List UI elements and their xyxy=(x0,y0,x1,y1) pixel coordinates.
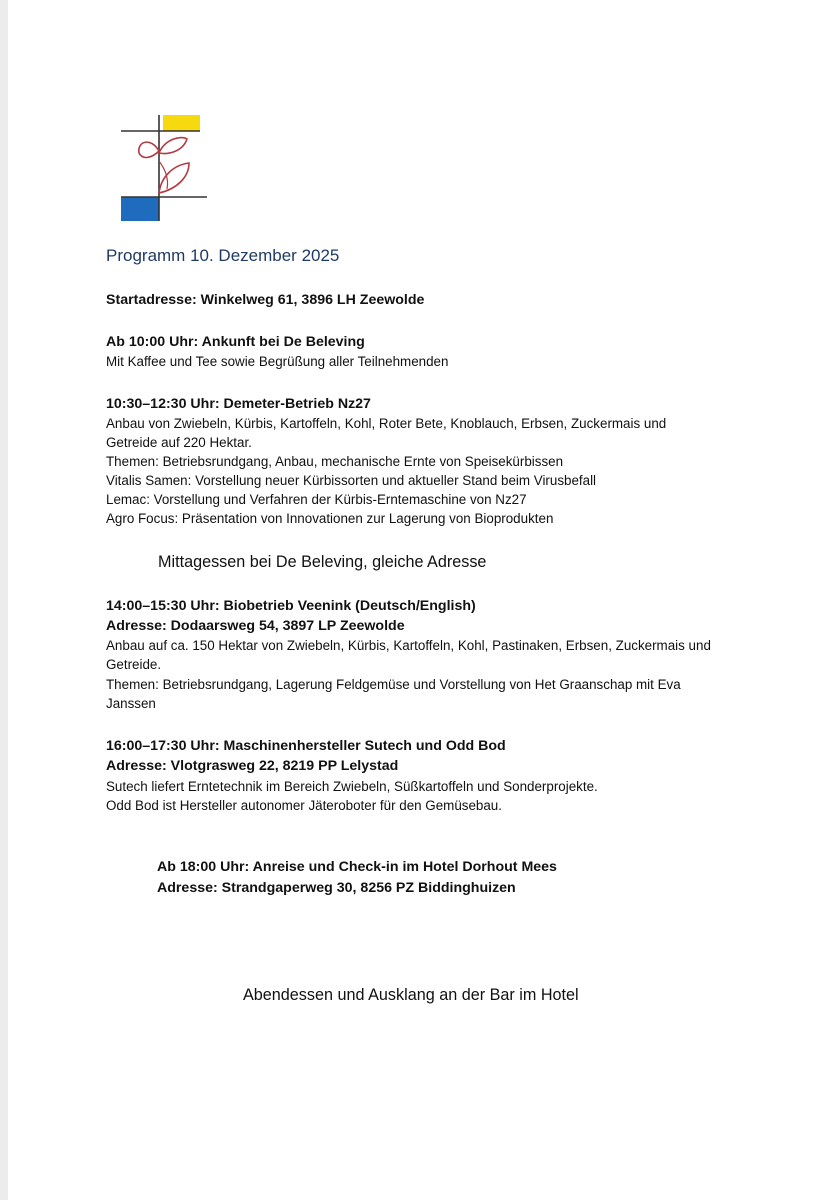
logo-yellow-square xyxy=(163,115,200,131)
veenink-address: Adresse: Dodaarsweg 54, 3897 LP Zeewolde xyxy=(106,618,405,634)
organization-logo xyxy=(121,115,211,221)
sutech-text-1: Sutech liefert Erntetechnik im Bereich Zwiebeln, Süßkartoffeln und Sonderprojekte. xyxy=(106,779,598,794)
demeter-text-3: Themen: Betriebsrundgang, Anbau, mechanische Ernte von Speisekürbissen xyxy=(106,454,564,469)
veenink-text-2: Getreide. xyxy=(106,657,162,672)
start-address: Startadresse: Winkelweg 61, 3896 LH Zeewolde xyxy=(106,292,425,308)
demeter-text-4: Vitalis Samen: Vorstellung neuer Kürbissorten und aktueller Stand beim Virusbefall xyxy=(106,473,597,488)
demeter-heading: 10:30–12:30 Uhr: Demeter-Betrieb Nz27 xyxy=(106,396,371,412)
veenink-text-4: Janssen xyxy=(106,696,156,711)
lunch-note: Mittagessen bei De Beleving, gleiche Adresse xyxy=(158,553,487,571)
logo-blue-square xyxy=(121,197,159,221)
page-title: Programm 10. Dezember 2025 xyxy=(106,246,340,265)
logo-leaf-right-upper xyxy=(159,138,187,154)
demeter-text-2: Getreide auf 220 Hektar. xyxy=(106,435,252,450)
veenink-heading: 14:00–15:30 Uhr: Biobetrieb Veenink (Deutsch/English) xyxy=(106,598,476,614)
hotel-heading: Ab 18:00 Uhr: Anreise und Check-in im Hotel Dorhout Mees xyxy=(157,859,557,875)
arrival-heading: Ab 10:00 Uhr: Ankunft bei De Beleving xyxy=(106,334,365,350)
demeter-text-1: Anbau von Zwiebeln, Kürbis, Kartoffeln, Kohl, Roter Bete, Knoblauch, Erbsen, Zuckermais und xyxy=(106,416,667,431)
closing-note: Abendessen und Ausklang an der Bar im Hotel xyxy=(243,986,579,1004)
arrival-text: Mit Kaffee und Tee sowie Begrüßung aller Teilnehmenden xyxy=(106,354,449,369)
hotel-address: Adresse: Strandgaperweg 30, 8256 PZ Biddinghuizen xyxy=(157,880,516,896)
document-page xyxy=(8,0,824,1200)
sutech-text-2: Odd Bod ist Hersteller autonomer Jäteroboter für den Gemüsebau. xyxy=(106,798,502,813)
sutech-address: Adresse: Vlotgrasweg 22, 8219 PP Lelystad xyxy=(106,758,399,774)
demeter-text-5: Lemac: Vorstellung und Verfahren der Kürbis-Erntemaschine von Nz27 xyxy=(106,492,527,507)
veenink-text-1: Anbau auf ca. 150 Hektar von Zwiebeln, Kürbis, Kartoffeln, Kohl, Pastinaken, Erbsen, Zuckermais und xyxy=(106,638,711,653)
sutech-heading: 16:00–17:30 Uhr: Maschinenhersteller Sutech und Odd Bod xyxy=(106,738,506,754)
demeter-text-6: Agro Focus: Präsentation von Innovationen zur Lagerung von Bioprodukten xyxy=(106,511,554,526)
logo-leaf-left xyxy=(139,142,159,157)
veenink-text-3: Themen: Betriebsrundgang, Lagerung Feldgemüse und Vorstellung von Het Graanschap mit Eva xyxy=(106,677,681,692)
